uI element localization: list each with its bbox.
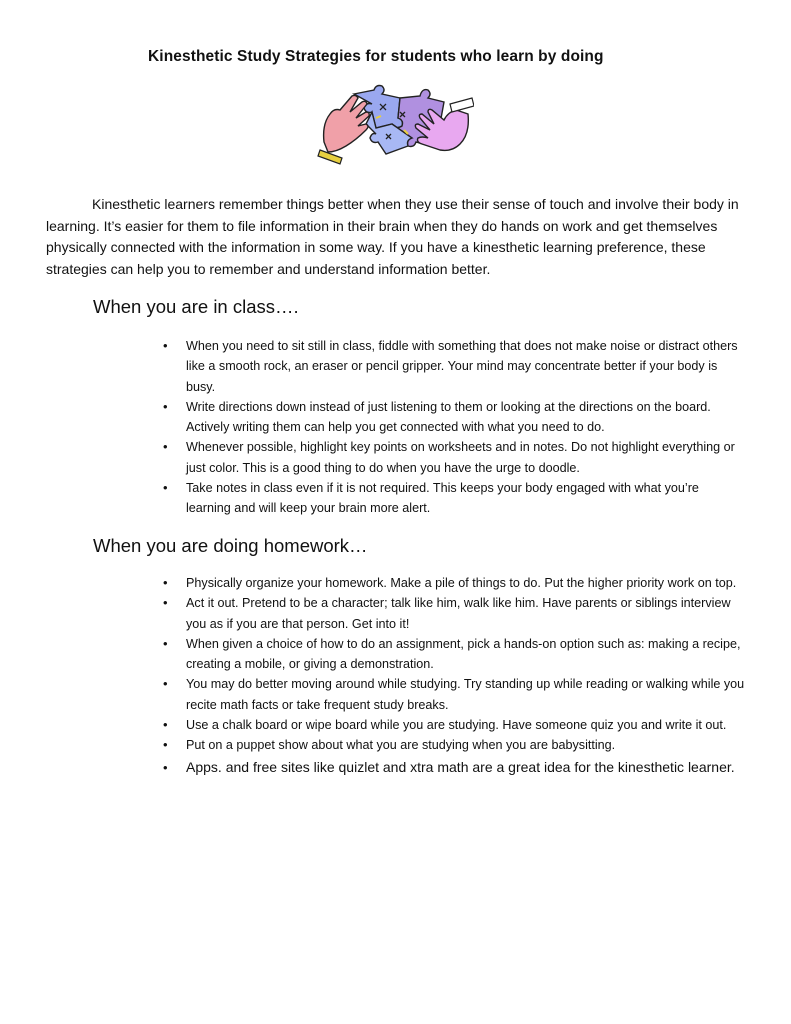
- section-heading-homework: When you are doing homework…: [93, 535, 368, 556]
- intro-paragraph: Kinesthetic learners remember things better when they use their sense of touch and involve their body in learning. It’s easier for them to file information in their brain when they do hands on work and get themselves physically connected with the information in some way. If you have a kinesthetic learning preference, these strategies can help you to remember and understand information better.: [46, 196, 739, 278]
- document-title: Kinesthetic Study Strategies for students who learn by doing: [148, 48, 604, 65]
- homework-list: [186, 573, 746, 778]
- list-item: • Write directions down instead of just listening to them or looking at the directions on the board. Actively writing them can help you get connected with what you need to do.: [186, 397, 746, 438]
- section-heading-in-class: When you are in class….: [93, 296, 299, 317]
- list-item: • When given a choice of how to do an assignment, pick a hands-on option such as: making a recipe, creating a mobile, or giving a demonstration.: [186, 634, 746, 675]
- list-item: • Act it out. Pretend to be a character; talk like him, walk like him. Have parents or siblings interview you as if you are that person. Get into it!: [186, 593, 746, 634]
- list-item: • You may do better moving around while studying. Try standing up while reading or walking while you recite math facts or take frequent study breaks.: [186, 674, 746, 715]
- list-item: • Whenever possible, highlight key points on worksheets and in notes. Do not highlight everything or just color. This is a good thing to do when you have the urge to doodle.: [186, 437, 746, 478]
- list-item: • Take notes in class even if it is not required. This keeps your body engaged with what you’re learning and will keep your brain more alert.: [186, 478, 746, 519]
- list-item: • Put on a puppet show about what you are studying when you are babysitting.: [186, 735, 746, 755]
- in-class-list: [186, 336, 746, 519]
- list-item: • Physically organize your homework. Make a pile of things to do. Put the higher priority work on top.: [186, 573, 746, 593]
- list-item: • Apps. and free sites like quizlet and xtra math are a great idea for the kinesthetic learner.: [186, 757, 746, 779]
- list-item: • When you need to sit still in class, fiddle with something that does not make noise or distract others like a smooth rock, an eraser or pencil gripper. Your mind may concentrate better if your body is busy.: [186, 336, 746, 397]
- puzzle-hands-icon: [316, 84, 474, 166]
- list-item: • Use a chalk board or wipe board while you are studying. Have someone quiz you and write it out.: [186, 715, 746, 735]
